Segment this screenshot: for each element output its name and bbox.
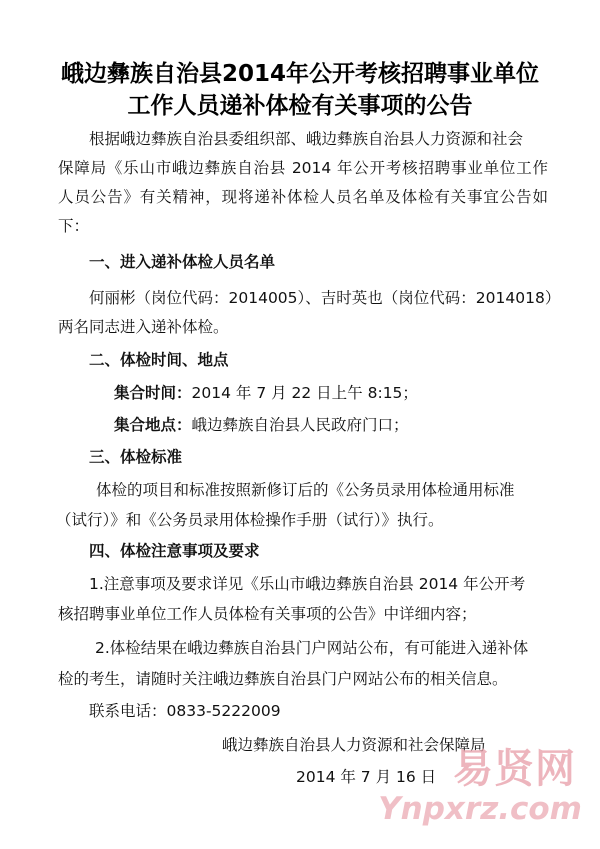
meeting-time-label: 集合时间： [114,384,192,402]
site-watermark [378,746,582,833]
watermark-chinese-text: 易贤网 [453,746,576,792]
section-4-item-1-line-1: 1.注意事项及要求详见《乐山市峨边彝族自治县 2014 年公开考 [89,575,526,593]
intro-line-1: 根据峨边彝族自治县委组织部、峨边彝族自治县人力资源和社会 [89,130,524,148]
meeting-place [114,414,409,436]
meeting-time [114,382,418,404]
section-4-item-1-line-2: 核招聘事业单位工作人员体检有关事项的公告》中详细内容； [58,605,477,623]
issue-date: 2014 年 7 月 16 日 [296,768,437,786]
section-3-heading: 三、体检标准 [89,448,183,466]
meeting-place-value: 峨边彝族自治县人民政府门口； [191,416,409,434]
section-4-item-2-line-1: 2.体检结果在峨边彝族自治县门户网站公布，有可能进入递补体 [95,639,529,657]
meeting-time-value: 2014 年 7 月 22 日上午 8:15； [191,384,418,402]
issuer: 峨边彝族自治县人力资源和社会保障局 [222,736,486,754]
section-3-line-1: 体检的项目和标准按照新修订后的《公务员录用体检通用标准 [96,481,515,499]
title-line-2: 工作人员递补体检有关事项的公告 [127,93,473,119]
section-4-item-2-line-2: 检的考生，请随时关注峨边彝族自治县门户网站公布的相关信息。 [58,670,508,688]
section-3-line-2: （试行）》和《公务员录用体检操作手册（试行）》执行。 [56,511,444,529]
section-2-heading: 二、体检时间、地点 [89,351,229,369]
watermark-url-text: Ynpxrz.com [378,791,582,827]
contact-phone: 联系电话：0833-5222009 [89,702,281,720]
section-1-line-2: 两名同志进入递补体检。 [58,318,229,336]
meeting-place-label: 集合地点： [114,416,192,434]
section-1-heading: 一、进入递补体检人员名单 [89,253,276,271]
intro-line-4: 下： [58,217,90,235]
section-1-line-1: 何丽彬（岗位代码：2014005）、吉时英也（岗位代码：2014018） [89,289,561,307]
intro-line-3: 人员公告》有关精神，现将递补体检人员名单及体检有关事宜公告如 [58,188,548,206]
section-4-heading: 四、体检注意事项及要求 [89,542,260,560]
intro-line-2: 保障局《乐山市峨边彝族自治县 2014 年公开考核招聘事业单位工作 [58,159,548,177]
title-line-1: 峨边彝族自治县2014年公开考核招聘事业单位 [60,61,539,87]
